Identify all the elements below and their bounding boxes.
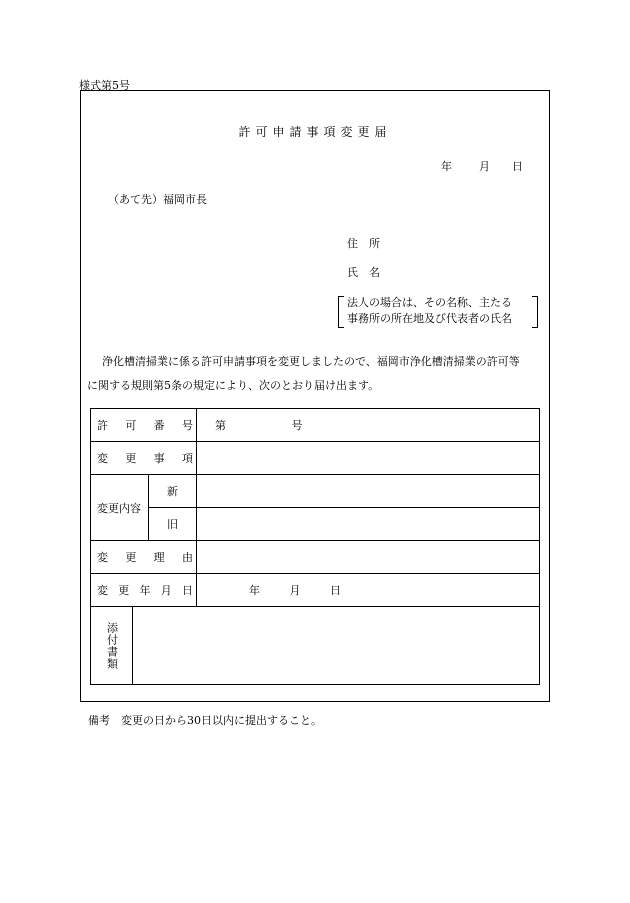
change-date-year: 年	[248, 584, 260, 597]
date-day-label: 日	[512, 160, 523, 173]
permit-number-field[interactable]	[196, 409, 539, 442]
remarks-note: 備考 変更の日から30日以内に提出すること。	[88, 714, 322, 727]
right-bracket	[532, 296, 538, 328]
table-row	[91, 475, 540, 508]
change-date-day: 日	[329, 584, 341, 597]
attachments-label: 添付書類	[91, 607, 133, 685]
new-label: 新	[148, 475, 196, 508]
address-label-1: 住	[347, 237, 358, 250]
address-label-2: 所	[369, 237, 380, 250]
change-reason-label: 変 更 理 由	[91, 541, 197, 574]
change-date-label: 変 更 年 月 日	[91, 574, 197, 607]
form-number: 様式第5号	[79, 79, 130, 92]
name-label-1: 氏	[347, 266, 358, 279]
name-label-2: 名	[369, 266, 380, 279]
table-row	[91, 607, 540, 685]
change-table	[90, 408, 540, 685]
corporate-note-line-1: 法人の場合は、その名称、主たる	[347, 296, 512, 309]
date-year-label: 年	[441, 160, 452, 173]
change-reason-field[interactable]	[196, 541, 539, 574]
permit-number-suffix: 号	[291, 419, 303, 432]
change-content-label: 変更内容	[91, 475, 149, 541]
table-row	[91, 442, 540, 475]
corporate-note-line-2: 事務所の所在地及び代表者の氏名	[347, 312, 512, 325]
table-row	[91, 541, 540, 574]
old-label: 旧	[148, 508, 196, 541]
change-item-label: 変 更 事 項	[91, 442, 197, 475]
body-text-line-1: 浄化槽清掃業に係る許可申請事項を変更しましたので、福岡市浄化槽清掃業の許可等	[102, 355, 520, 368]
change-item-field[interactable]	[196, 442, 539, 475]
table-row	[91, 508, 540, 541]
left-bracket	[338, 296, 344, 328]
form-title: 許可申請事項変更届	[238, 125, 392, 139]
change-date-month: 月	[289, 584, 301, 597]
table-row	[91, 409, 540, 442]
body-text-line-2: に関する規則第5条の規定により、次のとおり届け出ます。	[87, 379, 380, 392]
new-content-field[interactable]	[196, 475, 539, 508]
attachments-field[interactable]	[132, 607, 539, 685]
permit-number-label: 許 可 番 号	[91, 409, 197, 442]
addressee: （あて先）福岡市長	[108, 193, 207, 206]
table-row	[91, 574, 540, 607]
change-date-field[interactable]	[196, 574, 539, 607]
corporate-note	[338, 296, 538, 328]
permit-number-prefix: 第	[214, 419, 226, 432]
body-text	[87, 350, 539, 398]
date-month-label: 月	[479, 160, 490, 173]
old-content-field[interactable]	[196, 508, 539, 541]
